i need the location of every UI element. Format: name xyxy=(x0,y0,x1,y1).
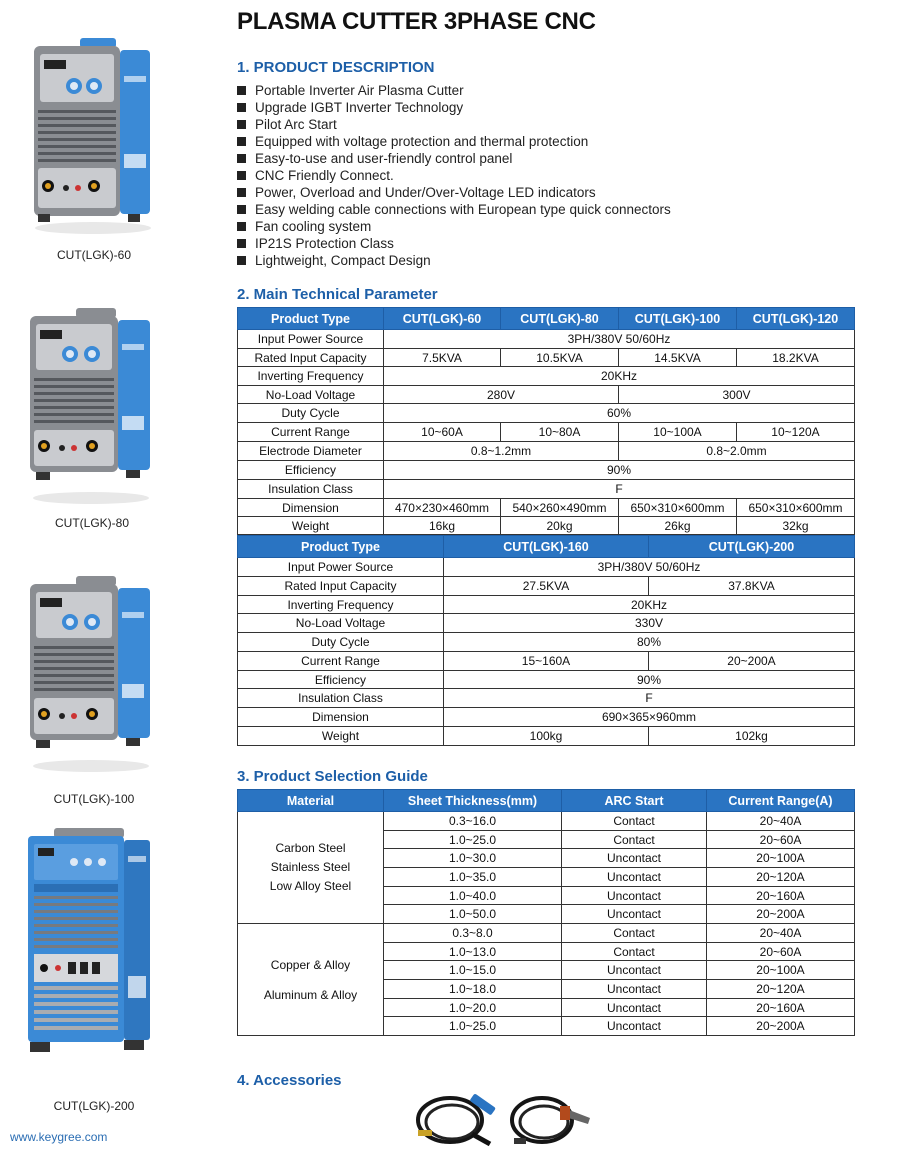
table-cell: 60% xyxy=(384,404,855,423)
machine-caption-lgk-60: CUT(LGK)-60 xyxy=(56,248,131,262)
table-cell: 20~100A xyxy=(707,961,855,980)
table-cell: 20~120A xyxy=(707,980,855,999)
machine-caption-lgk-200: CUT(LGK)-200 xyxy=(53,1099,135,1113)
table-row xyxy=(238,596,855,614)
table-header-row xyxy=(238,308,855,330)
table-cell: Uncontact xyxy=(562,849,707,868)
table-row xyxy=(238,367,855,386)
table-row xyxy=(238,517,855,535)
row-label: No-Load Voltage xyxy=(238,614,444,633)
table-header: CUT(LGK)-120 xyxy=(737,308,855,330)
table-cell: 20~160A xyxy=(707,887,855,905)
row-label: Rated Input Capacity xyxy=(238,577,444,596)
table-cell: Uncontact xyxy=(562,980,707,999)
table-row xyxy=(238,330,855,349)
machine-caption-lgk-100: CUT(LGK)-100 xyxy=(53,792,135,806)
table-header: Sheet Thickness(mm) xyxy=(384,790,562,812)
earth-clamp-cable-image xyxy=(504,1088,596,1150)
row-label: Input Power Source xyxy=(238,558,444,577)
table-cell: 102kg xyxy=(649,727,855,746)
table-cell: 20~160A xyxy=(707,999,855,1017)
table-cell: 1.0~30.0 xyxy=(384,849,562,868)
table-cell: 10~60A xyxy=(384,423,501,442)
table-cell: Uncontact xyxy=(562,887,707,905)
parameter-table-large xyxy=(237,535,855,746)
table-cell: 20~200A xyxy=(707,1017,855,1036)
feature-list xyxy=(237,82,671,269)
table-cell: 1.0~13.0 xyxy=(384,943,562,961)
table-cell: 90% xyxy=(384,461,855,480)
table-row xyxy=(238,442,855,461)
section-title-description: 1. PRODUCT DESCRIPTION xyxy=(237,59,435,76)
material-line: Stainless Steel xyxy=(270,860,351,874)
table-cell: 1.0~15.0 xyxy=(384,961,562,980)
table-cell: 16kg xyxy=(384,517,501,535)
table-cell: 20~120A xyxy=(707,868,855,887)
table-cell: 650×310×600mm xyxy=(737,499,855,517)
table-cell: 1.0~40.0 xyxy=(384,887,562,905)
bullet-square-icon xyxy=(237,239,246,248)
table-cell: 26kg xyxy=(619,517,737,535)
table-cell: 1.0~25.0 xyxy=(384,831,562,849)
material-line: Copper & Alloy xyxy=(270,957,351,972)
table-cell: 330V xyxy=(444,614,855,633)
table-cell: 20KHz xyxy=(444,596,855,614)
table-cell: 10~120A xyxy=(737,423,855,442)
table-cell: 0.3~8.0 xyxy=(384,924,562,943)
table-cell: 10~80A xyxy=(501,423,619,442)
table-row xyxy=(238,404,855,423)
table-cell: Contact xyxy=(562,812,707,831)
table-cell: Uncontact xyxy=(562,999,707,1017)
table-header-row xyxy=(238,536,855,558)
bullet-square-icon xyxy=(237,256,246,265)
table-cell: 470×230×460mm xyxy=(384,499,501,517)
row-label: Dimension xyxy=(238,499,384,517)
table-cell: 300V xyxy=(619,386,855,404)
table-cell: 20KHz xyxy=(384,367,855,386)
machine-image-lgk-60 xyxy=(28,36,158,236)
table-cell: Contact xyxy=(562,924,707,943)
row-label: Weight xyxy=(238,727,444,746)
table-row xyxy=(238,727,855,746)
table-header: CUT(LGK)-160 xyxy=(444,536,649,558)
table-cell: 280V xyxy=(384,386,619,404)
table-cell: 18.2KVA xyxy=(737,349,855,367)
table-cell: 10.5KVA xyxy=(501,349,619,367)
feature-item: Equipped with voltage protection and thermal protection xyxy=(237,133,671,150)
table-cell: 37.8KVA xyxy=(649,577,855,596)
table-cell: 0.8~1.2mm xyxy=(384,442,619,461)
table-cell: 20~200A xyxy=(649,652,855,671)
table-row xyxy=(238,924,855,943)
selection-guide-table xyxy=(237,789,855,1036)
table-cell: 20~100A xyxy=(707,849,855,868)
table-header-row xyxy=(238,790,855,812)
table-cell: 0.3~16.0 xyxy=(384,812,562,831)
table-cell: Uncontact xyxy=(562,868,707,887)
torch-cable-image xyxy=(410,1086,500,1150)
table-cell: 90% xyxy=(444,671,855,689)
row-label: Efficiency xyxy=(238,671,444,689)
bullet-square-icon xyxy=(237,205,246,214)
table-cell: Uncontact xyxy=(562,961,707,980)
table-cell: F xyxy=(384,480,855,499)
table-row xyxy=(238,689,855,708)
table-row xyxy=(238,461,855,480)
feature-item: Power, Overload and Under/Over-Voltage LED indicators xyxy=(237,184,671,201)
table-cell: Contact xyxy=(562,831,707,849)
table-row xyxy=(238,708,855,727)
feature-item: IP21S Protection Class xyxy=(237,235,671,252)
table-cell: 690×365×960mm xyxy=(444,708,855,727)
parameter-table-small xyxy=(237,307,855,535)
table-cell: 27.5KVA xyxy=(444,577,649,596)
bullet-square-icon xyxy=(237,188,246,197)
row-label: Efficiency xyxy=(238,461,384,480)
table-cell: 100kg xyxy=(444,727,649,746)
table-row xyxy=(238,652,855,671)
table-row xyxy=(238,614,855,633)
table-cell: F xyxy=(444,689,855,708)
table-cell: 80% xyxy=(444,633,855,652)
table-cell: 20~200A xyxy=(707,905,855,924)
table-header: Material xyxy=(238,790,384,812)
bullet-square-icon xyxy=(237,103,246,112)
website-link[interactable]: www.keygree.com xyxy=(10,1130,108,1144)
table-header: CUT(LGK)-60 xyxy=(384,308,501,330)
table-cell: 7.5KVA xyxy=(384,349,501,367)
table-cell: Contact xyxy=(562,943,707,961)
row-label: Current Range xyxy=(238,652,444,671)
feature-item: Pilot Arc Start xyxy=(237,116,671,133)
table-cell: 20~40A xyxy=(707,924,855,943)
bullet-square-icon xyxy=(237,120,246,129)
table-row xyxy=(238,386,855,404)
section-title-selection: 3. Product Selection Guide xyxy=(237,768,428,785)
row-label: Weight xyxy=(238,517,384,535)
table-row xyxy=(238,499,855,517)
table-header: Product Type xyxy=(238,308,384,330)
bullet-square-icon xyxy=(237,137,246,146)
bullet-square-icon xyxy=(237,86,246,95)
machine-caption-lgk-80: CUT(LGK)-80 xyxy=(54,516,129,530)
table-row xyxy=(238,349,855,367)
row-label: Insulation Class xyxy=(238,480,384,499)
row-label: No-Load Voltage xyxy=(238,386,384,404)
table-header: Current Range(A) xyxy=(707,790,855,812)
feature-item: Portable Inverter Air Plasma Cutter xyxy=(237,82,671,99)
row-label: Inverting Frequency xyxy=(238,596,444,614)
table-row xyxy=(238,480,855,499)
feature-item: CNC Friendly Connect. xyxy=(237,167,671,184)
table-header: CUT(LGK)-200 xyxy=(649,536,855,558)
table-header: ARC Start xyxy=(562,790,707,812)
row-label: Insulation Class xyxy=(238,689,444,708)
material-line: Low Alloy Steel xyxy=(269,879,352,893)
table-row xyxy=(238,671,855,689)
table-cell: Uncontact xyxy=(562,905,707,924)
table-row xyxy=(238,633,855,652)
bullet-square-icon xyxy=(237,171,246,180)
row-label: Electrode Diameter xyxy=(238,442,384,461)
table-cell: 1.0~18.0 xyxy=(384,980,562,999)
table-cell: 3PH/380V 50/60Hz xyxy=(384,330,855,349)
table-cell: 10~100A xyxy=(619,423,737,442)
feature-item: Easy welding cable connections with European type quick connectors xyxy=(237,201,671,218)
table-cell: 32kg xyxy=(737,517,855,535)
table-cell: 20kg xyxy=(501,517,619,535)
table-cell: 1.0~35.0 xyxy=(384,868,562,887)
machine-image-lgk-100 xyxy=(26,574,156,774)
feature-item: Easy-to-use and user-friendly control panel xyxy=(237,150,671,167)
material-cell xyxy=(238,812,384,924)
material-cell xyxy=(238,924,384,1036)
row-label: Duty Cycle xyxy=(238,404,384,423)
bullet-square-icon xyxy=(237,154,246,163)
table-cell: 20~60A xyxy=(707,943,855,961)
table-cell: 1.0~20.0 xyxy=(384,999,562,1017)
section-title-accessories: 4. Accessories xyxy=(237,1072,342,1089)
table-cell: 540×260×490mm xyxy=(501,499,619,517)
material-line: Aluminum & Alloy xyxy=(263,987,358,1002)
row-label: Rated Input Capacity xyxy=(238,349,384,367)
table-cell: 20~40A xyxy=(707,812,855,831)
table-cell: 1.0~50.0 xyxy=(384,905,562,924)
material-line: Carbon Steel xyxy=(275,841,346,855)
table-cell: 650×310×600mm xyxy=(619,499,737,517)
table-row xyxy=(238,812,855,831)
table-header: CUT(LGK)-80 xyxy=(501,308,619,330)
table-header: Product Type xyxy=(238,536,444,558)
section-title-parameters: 2. Main Technical Parameter xyxy=(237,286,438,303)
bullet-square-icon xyxy=(237,222,246,231)
table-row xyxy=(238,423,855,442)
feature-item: Upgrade IGBT Inverter Technology xyxy=(237,99,671,116)
row-label: Dimension xyxy=(238,708,444,727)
table-cell: 0.8~2.0mm xyxy=(619,442,855,461)
row-label: Input Power Source xyxy=(238,330,384,349)
feature-item: Lightweight, Compact Design xyxy=(237,252,671,269)
machine-image-lgk-200 xyxy=(24,826,154,1058)
table-cell: 20~60A xyxy=(707,831,855,849)
table-row xyxy=(238,577,855,596)
table-cell: 15~160A xyxy=(444,652,649,671)
feature-item: Fan cooling system xyxy=(237,218,671,235)
row-label: Inverting Frequency xyxy=(238,367,384,386)
table-cell: 3PH/380V 50/60Hz xyxy=(444,558,855,577)
page-title: PLASMA CUTTER 3PHASE CNC xyxy=(237,8,596,35)
machine-image-lgk-80 xyxy=(26,306,156,506)
table-cell: 1.0~25.0 xyxy=(384,1017,562,1036)
row-label: Duty Cycle xyxy=(238,633,444,652)
table-cell: Uncontact xyxy=(562,1017,707,1036)
table-header: CUT(LGK)-100 xyxy=(619,308,737,330)
table-row xyxy=(238,558,855,577)
table-cell: 14.5KVA xyxy=(619,349,737,367)
row-label: Current Range xyxy=(238,423,384,442)
